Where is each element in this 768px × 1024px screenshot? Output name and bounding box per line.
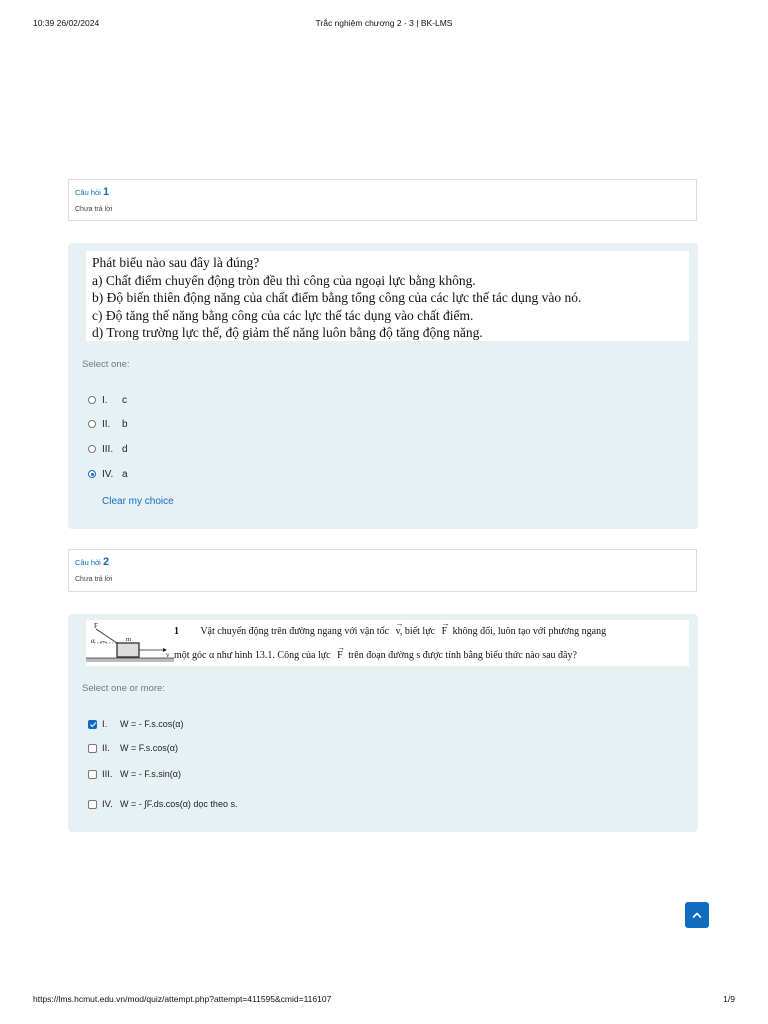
print-page-indicator: 1/9 — [723, 994, 735, 1004]
question-2-info — [68, 549, 697, 592]
option-number: IV. — [102, 468, 114, 480]
question-2-text-segment: Vật chuyển động trên đường ngang với vận tốc — [200, 626, 390, 637]
option-text: b — [122, 418, 128, 430]
print-timestamp: 10:39 26/02/2024 — [33, 18, 100, 28]
option-number: I. — [102, 718, 108, 730]
chevron-up-icon — [692, 911, 702, 919]
option-text: d — [122, 443, 128, 455]
question-1-text — [86, 251, 689, 341]
question-number: 2 — [102, 556, 110, 568]
print-header — [33, 18, 735, 32]
answer-option[interactable] — [88, 767, 181, 781]
checkbox[interactable] — [88, 800, 97, 809]
answer-option[interactable] — [88, 393, 127, 407]
answer-option[interactable] — [88, 741, 178, 755]
question-number: 1 — [102, 186, 110, 198]
answer-option[interactable] — [88, 797, 237, 811]
question-1-text-line: Phát biểu nào sau đây là đúng? — [92, 255, 260, 270]
vector-F: → F — [441, 619, 450, 637]
question-2-text — [86, 620, 689, 666]
question-2-prompt: Select one or more: — [82, 683, 165, 694]
print-footer — [33, 994, 735, 1008]
incline-force-figure — [86, 620, 178, 666]
question-label: Câu hỏi — [75, 188, 101, 197]
radio-button[interactable] — [88, 396, 96, 404]
vector-F: → F — [337, 643, 346, 661]
option-text: W = - F.s.sin(α) — [120, 769, 181, 779]
vector-symbol: F — [337, 650, 343, 661]
checkbox-checked[interactable] — [88, 720, 97, 729]
option-text: W = - ∫F.ds.cos(α) dọc theo s. — [120, 799, 238, 809]
question-1-text-line: b) Độ biến thiên động năng của chất điểm bằng tổng công của các lực thế tác dụng vào nó. — [92, 290, 582, 305]
question-2-line-2 — [174, 643, 577, 661]
vector-symbol: v — [395, 626, 400, 637]
question-2-text-segment: không đổi, luôn tạo với phương ngang — [452, 626, 607, 637]
question-1-number — [75, 186, 109, 198]
answer-option[interactable] — [88, 417, 128, 431]
question-1-text-line: d) Trong trường lực thế, độ giảm thế năng luôn bằng độ tăng động năng. — [92, 325, 483, 340]
question-1-state: Chưa trả lời — [75, 206, 113, 213]
question-2-content — [68, 614, 698, 832]
figure-label-velocity: v — [166, 651, 170, 659]
question-1-text-line: a) Chất điểm chuyển động tròn đều thì công của ngoại lực bằng không. — [92, 272, 476, 288]
question-2-text-segment: trên đoạn đường s được tính bằng biểu thức nào sau đây? — [348, 650, 577, 661]
figure-label-force: F — [94, 622, 98, 630]
option-text: c — [122, 394, 127, 406]
question-1-content — [68, 243, 698, 529]
checkbox[interactable] — [88, 744, 97, 753]
clear-choice-link[interactable]: Clear my choice — [102, 496, 174, 507]
option-number: III. — [102, 443, 114, 455]
option-text: a — [122, 468, 128, 480]
question-2-text-segment: , biết lực — [399, 626, 436, 637]
vector-symbol: F — [441, 626, 448, 637]
radio-button[interactable] — [88, 445, 96, 453]
question-2-text-segment: một góc α như hình 13.1. Công của lực — [174, 650, 331, 661]
figure-label-angle: α — [91, 637, 95, 645]
radio-button-selected[interactable] — [88, 470, 96, 478]
question-2-state: Chưa trả lời — [75, 576, 113, 583]
scroll-to-top-button[interactable] — [685, 902, 709, 928]
answer-option[interactable] — [88, 442, 128, 456]
question-2-line-1 — [174, 619, 607, 637]
problem-number: 1 — [174, 626, 179, 637]
radio-button[interactable] — [88, 420, 96, 428]
option-number: I. — [102, 394, 108, 406]
checkbox[interactable] — [88, 770, 97, 779]
print-page-title: Trắc nghiệm chương 2 - 3 | BK-LMS — [315, 18, 453, 28]
question-2-number — [75, 556, 109, 568]
figure-label-mass: m — [126, 636, 132, 643]
question-1-info — [68, 179, 697, 221]
print-url: https://lms.hcmut.edu.vn/mod/quiz/attempt.php?attempt=411595&cmid=116107 — [33, 994, 332, 1004]
option-number: II. — [102, 742, 110, 754]
answer-option[interactable] — [88, 717, 183, 731]
option-number: IV. — [102, 798, 113, 810]
vector-v: → v — [395, 619, 404, 637]
option-text: W = F.s.cos(α) — [120, 743, 178, 753]
option-text: W = - F.s.cos(α) — [120, 719, 184, 729]
option-number: III. — [102, 768, 113, 780]
question-1-prompt: Select one: — [82, 359, 130, 370]
question-1-text-line: c) Độ tăng thế năng bằng công của các lực thế tác dụng vào chất điểm. — [92, 307, 474, 323]
answer-option[interactable] — [88, 467, 128, 481]
option-number: II. — [102, 418, 111, 430]
question-label: Câu hỏi — [75, 558, 101, 567]
